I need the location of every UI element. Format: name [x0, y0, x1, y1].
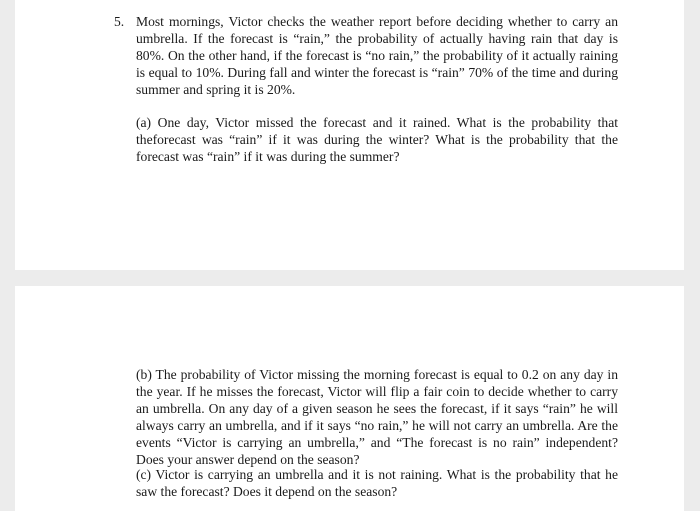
part-c-question: (c) Victor is carrying an umbrella and it is not raining. What is the probability that he saw the forecast? Does it depend on the season?	[136, 467, 618, 499]
part-b-question: (b) The probability of Victor missing the morning forecast is equal to 0.2 on any day in the year. If he misses the forecast, Victor will flip a fair coin to decide whether to carry an umbrella. On any day of a given season he sees the forecast, if it says “rain” he will always carry an umbrella, and if it says “no rain,” he will not carry an umbrella. Are the events “Victor is carrying an umbrella,” and “The forecast is no rain” independent? Does your answer depend on the season?	[136, 367, 618, 467]
document-page-1	[15, 0, 684, 270]
problem-intro: Most mornings, Victor checks the weather report before deciding whether to carry an umbrella. If the forecast is “rain,” the probability of actually having rain that day is 80%. On the other hand, if the forecast is “no rain,” the probability of it actually raining is equal to 10%. During fall and winter the forecast is “rain” 70% of the time and during summer and spring it is 20%.	[136, 14, 618, 97]
document-page-2	[15, 286, 684, 511]
part-a-question: (a) One day, Victor missed the forecast and it rained. What is the probability that theforecast was “rain” if it was during the winter? What is the probability that the forecast was “rain” if it was during the summer?	[136, 115, 618, 164]
problem-number: 5.	[114, 14, 125, 29]
